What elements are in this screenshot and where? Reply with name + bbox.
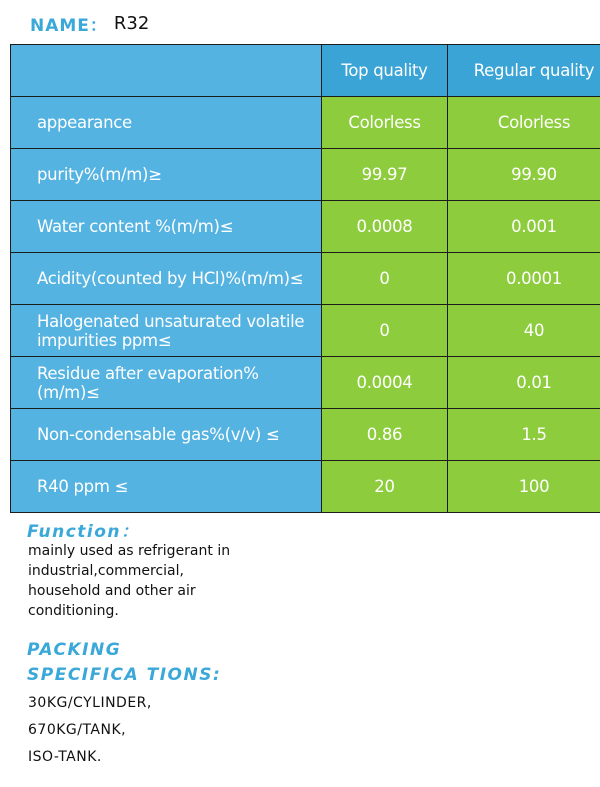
table-row [11,253,600,305]
function-text: mainly used as refrigerant in industrial,commercial, household and other air conditioning. [28,543,231,619]
row-item: purity%(m/m)≥ [11,149,322,201]
row-regular-value: 0.0001 [448,253,600,305]
packing-list [28,693,152,774]
row-item: Non-condensable gas%(v/v) ≤ [11,409,322,461]
row-top-value: 20 [322,461,448,513]
row-item: Acidity(counted by HCl)%(m/m)≤ [11,253,322,305]
function-title: Function： [27,522,140,542]
table-row [11,305,600,357]
row-regular-value: 0.001 [448,201,600,253]
row-item: appearance [11,97,322,149]
packing-title-line1: PACKING [27,640,122,660]
row-item: R40 ppm ≤ [11,461,322,513]
row-regular-value: 99.90 [448,149,600,201]
row-top-value: Colorless [322,97,448,149]
table-row [11,149,600,201]
packing-item: 30KG/CYLINDER, [28,695,152,711]
row-top-value: 99.97 [322,149,448,201]
column-header-top-quality: Top quality [322,45,448,97]
row-top-value: 0 [322,305,448,357]
row-item: Halogenated unsaturated volatile impurities ppm≤ [11,305,322,357]
row-top-value: 0 [322,253,448,305]
table-row [11,201,600,253]
packing-item: 670KG/TANK, [28,722,127,738]
row-top-value: 0.0004 [322,357,448,409]
row-regular-value: 100 [448,461,600,513]
table-row [11,461,600,513]
table-row [11,357,600,409]
table-row [11,409,600,461]
packing-title-line2: SPECIFICA TIONS: [27,665,222,685]
row-regular-value: 0.01 [448,357,600,409]
specification-table [10,44,600,513]
row-top-value: 0.0008 [322,201,448,253]
row-item: Residue after evaporation%(m/m)≤ [11,357,322,409]
table-row [11,97,600,149]
row-regular-value: 1.5 [448,409,600,461]
column-header-item [11,45,322,97]
name-label: NAME： [30,15,108,36]
product-name-line [30,10,149,36]
column-header-regular-quality: Regular quality [448,45,600,97]
packing-item: ISO-TANK. [28,749,102,765]
row-regular-value: Colorless [448,97,600,149]
row-regular-value: 40 [448,305,600,357]
table-header-row [11,45,600,97]
row-item: Water content %(m/m)≤ [11,201,322,253]
name-value: R32 [113,12,150,34]
row-top-value: 0.86 [322,409,448,461]
